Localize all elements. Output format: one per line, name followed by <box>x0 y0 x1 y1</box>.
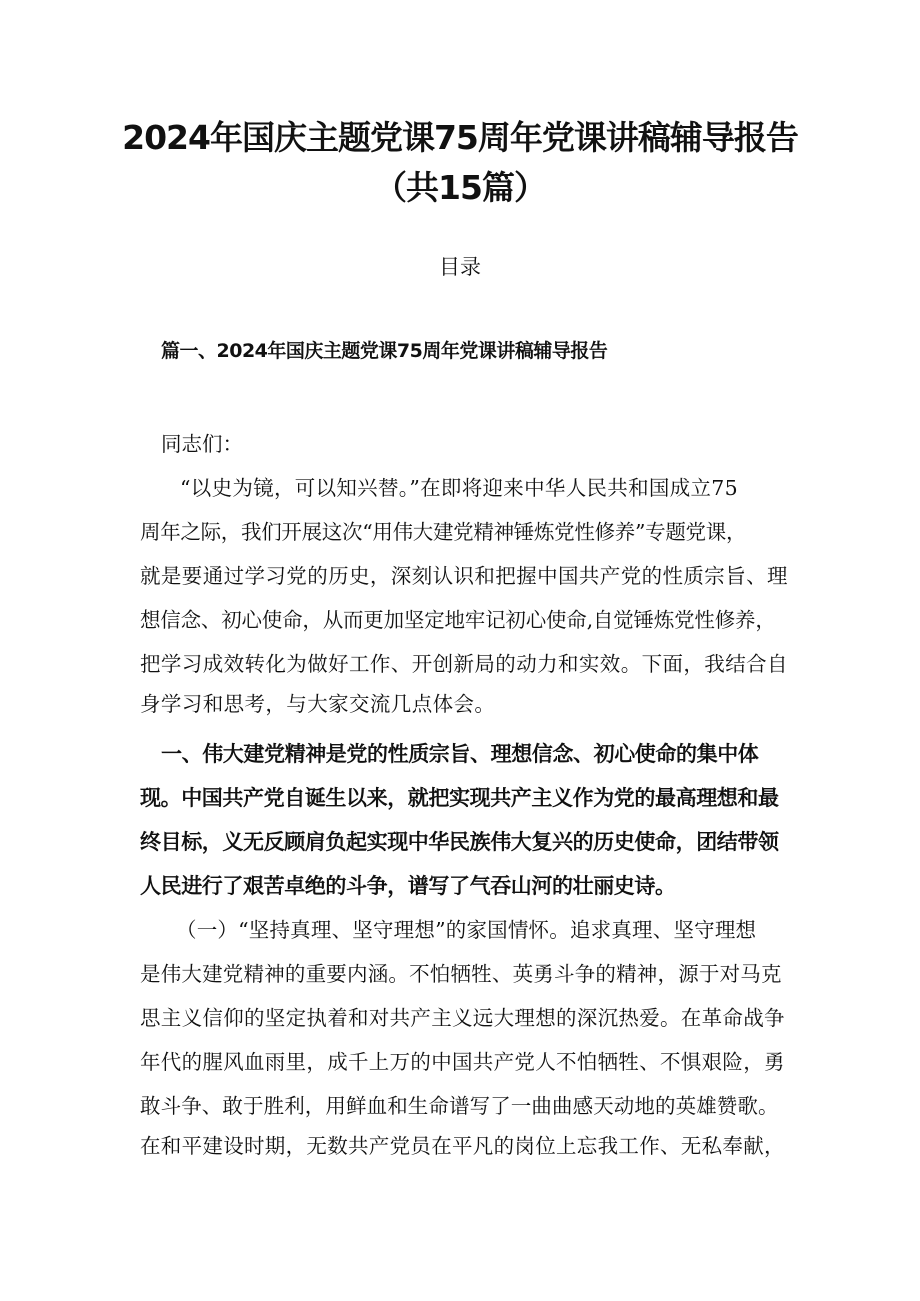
subsection-line: 敢斗争、敢于胜利，用鲜血和生命谱写了一曲曲感天动地的英雄赞歌。 <box>140 1094 779 1118</box>
salutation: 同志们： <box>161 432 243 456</box>
subsection-line: 年代的腥风血雨里，成千上万的中国共产党人不怕牺牲、不惧艰险，勇 <box>140 1050 785 1074</box>
section-heading-line: 一、伟大建党精神是党的性质宗旨、理想信念、初心使命的集中体 <box>161 742 759 766</box>
intro-line: 想信念、初心使命，从而更加坚定地牢记初心使命,自觉锤炼党性修养， <box>140 608 776 632</box>
subsection-line: 是伟大建党精神的重要内涵。不怕牺牲、英勇斗争的精神，源于对马克 <box>140 962 782 986</box>
toc-heading: 目录 <box>439 255 481 279</box>
intro-line: 就是要通过学习党的历史，深刻认识和把握中国共产党的性质宗旨、理 <box>140 564 788 588</box>
intro-line: 身学习和思考，与大家交流几点体会。 <box>140 692 496 716</box>
document-title-count: （共15篇） <box>374 168 546 207</box>
intro-line: 把学习成效转化为做好工作、开创新局的动力和实效。下面，我结合自 <box>140 652 788 676</box>
section-body-line: 终目标，义无反顾肩负起实现中华民族伟大复兴的历史使命，团结带领 <box>140 830 779 854</box>
document-title: 2024年国庆主题党课75周年党课讲稿辅导报告 <box>122 118 798 157</box>
subsection-line: 思主义信仰的坚定执着和对共产主义远大理想的深沉热爱。在革命战争 <box>140 1006 785 1030</box>
intro-line: 周年之际，我们开展这次“用伟大建党精神锤炼党性修养”专题党课， <box>140 520 747 544</box>
section-body-line: 人民进行了艰苦卓绝的斗争，谱写了气吞山河的壮丽史诗。 <box>140 874 676 898</box>
intro-line: “以史为镜，可以知兴替。”在即将迎来中华人民共和国成立75 <box>180 476 738 500</box>
section-body-line: 现。中国共产党自诞生以来，就把实现共产主义作为党的最高理想和最 <box>140 786 779 810</box>
subsection-line: （一）“坚持真理、坚守理想”的家国情怀。追求真理、坚守理想 <box>176 918 757 942</box>
subsection-line: 在和平建设时期，无数共产党员在平凡的岗位上忘我工作、无私奉献， <box>140 1134 785 1158</box>
toc-item-1: 篇一、2024年国庆主题党课75周年党课讲稿辅导报告 <box>161 340 608 362</box>
